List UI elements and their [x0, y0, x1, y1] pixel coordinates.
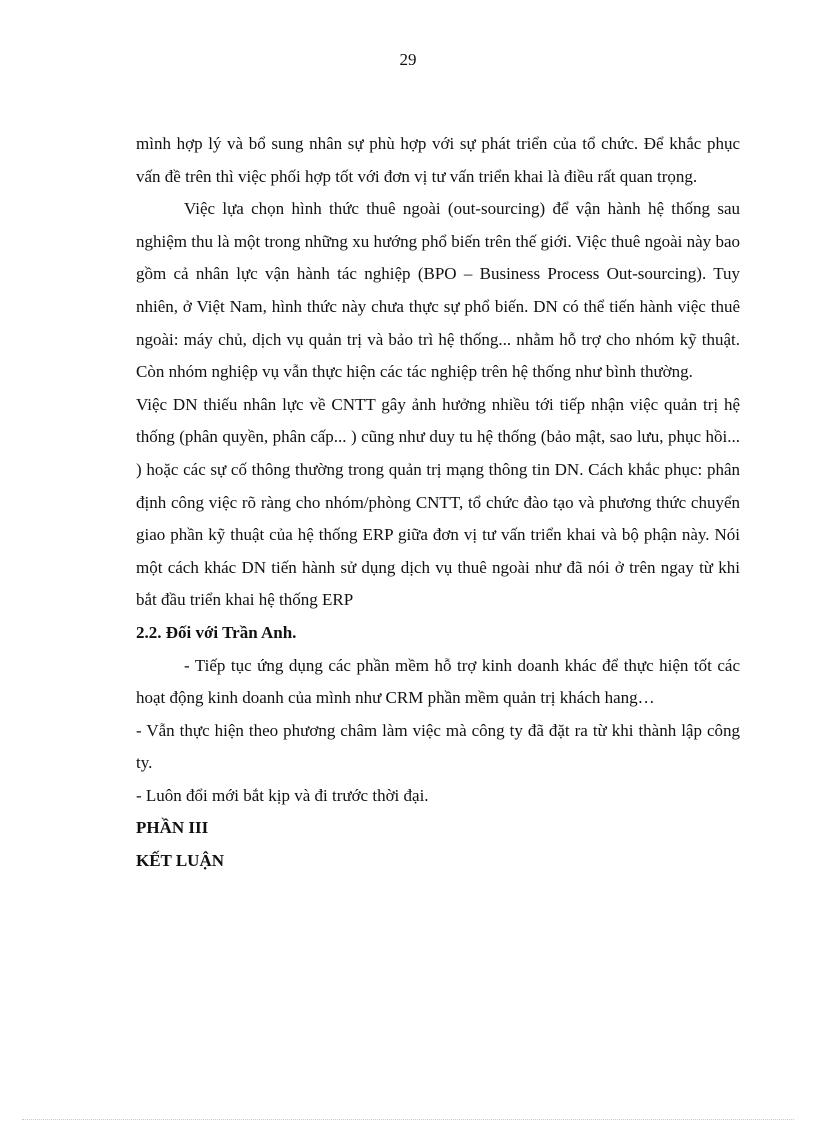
page-number: 29 [399, 50, 417, 69]
page-bottom-divider [22, 1119, 794, 1120]
document-body [136, 128, 740, 878]
paragraph-outsourcing: Việc lựa chọn hình thức thuê ngoài (out-sourcing) để vận hành hệ thống sau nghiệm thu là một trong những xu hướng phổ biến trên thế giới. Việc thuê ngoài này bao gồm cả nhân lực vận hành tác nghiệp (BPO – Business Process Out-sourcing). Tuy nhiên, ở Việt Nam, hình thức này chưa thực sự phổ biến. DN có thể tiến hành việc thuê ngoài: máy chủ, dịch vụ quản trị và bảo trì hệ thống... nhằm hỗ trợ cho nhóm kỹ thuật. Còn nhóm nghiệp vụ vẫn thực hiện các tác nghiệp trên hệ thống như bình thường. [136, 199, 740, 382]
paragraph-continuation: mình hợp lý và bổ sung nhân sự phù hợp với sự phát triển của tổ chức. Để khắc phục vấn đề trên thì việc phối hợp tốt với đơn vị tư vấn triển khai là điều rất quan trọng. [136, 134, 740, 186]
part-label: PHẦN III [136, 818, 209, 838]
paragraph-it-staff: Việc DN thiếu nhân lực về CNTT gây ảnh hưởng nhiều tới tiếp nhận việc quản trị hệ thống (phân quyền, phân cấp... ) cũng như duy tu hệ thống (bảo mật, sao lưu, phục hồi... ) hoặc các sự cố thông thường trong quản trị mạng thông tin DN. Cách khắc phục: phân định công việc rõ ràng cho nhóm/phòng CNTT, tổ chức đào tạo và phương thức chuyển giao phần kỹ thuật của hệ thống ERP giữa đơn vị tư vấn triển khai và bộ phận này. Nói một cách khác DN tiến hành sử dụng dịch vụ thuê ngoài như đã nói ở trên ngay từ khi bắt đầu triển khai hệ thống ERP [136, 394, 740, 610]
part-title: KẾT LUẬN [136, 851, 225, 871]
list-item: - Luôn đổi mới bắt kịp và đi trước thời đại. [136, 785, 429, 805]
list-item: - Tiếp tục ứng dụng các phần mềm hỗ trợ kinh doanh khác để thực hiện tốt các hoạt động kinh doanh của mình như CRM phần mềm quản trị khách hang… [136, 655, 740, 708]
section-heading: 2.2. Đối với Trần Anh. [136, 622, 297, 642]
list-item: - Vẫn thực hiện theo phương châm làm việc mà công ty đã đặt ra từ khi thành lập công ty. [136, 720, 740, 773]
